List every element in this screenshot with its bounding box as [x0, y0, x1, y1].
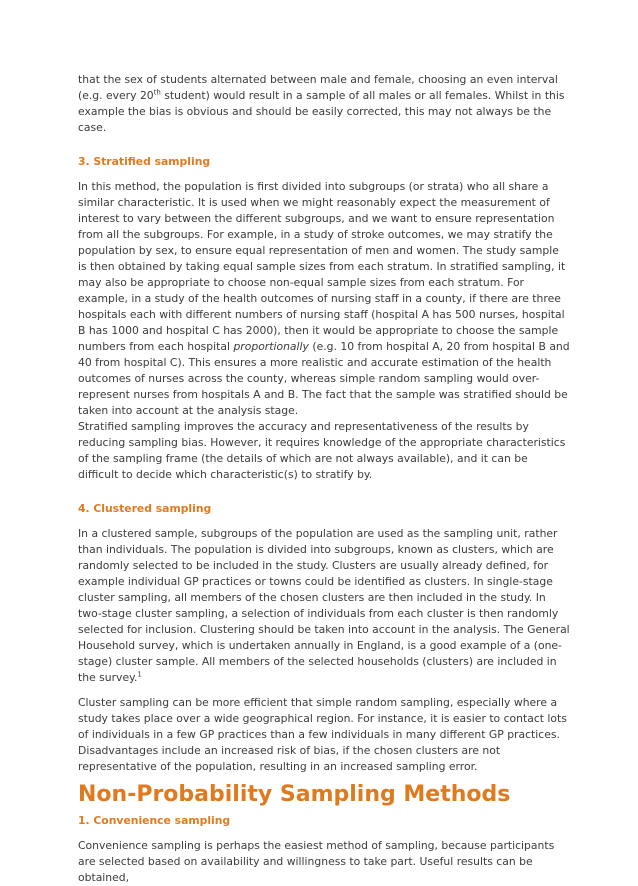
document-page: [78, 72, 570, 886]
clustered-sampling-heading: 4. Clustered sampling: [78, 502, 212, 515]
clustered-paragraph-1: [78, 526, 570, 686]
clustered-p1-text: In a clustered sample, subgroups of the population are used as the sampling unit, rather than individuals. The population is divided into subgroups, known as clusters, which are randomly selected to be included in the study. Clusters are usually already defined, for example individual GP practices or towns could be identified as clusters. In single-stage cluster sampling, all members of the chosen clusters are then included in the study. In two-stage cluster sampling, a selection of individuals from each cluster is then randomly selected for inclusion. Clustering should be taken into account in the analysis. The General Household survey, which is undertaken annually in England, is a good example of a (one-stage) cluster sample. All members of the selected households (clusters) are included in the survey.: [78, 527, 570, 684]
footnote-reference: 1: [137, 670, 142, 679]
intro-text-1: that the sex of students alternated between male and female, choosing an even interval (e.g. every 20: [78, 73, 558, 102]
intro-text-2: student) would result in a sample of all males or all females. Whilst in this example the bias is obvious and should be easily corrected, this may not always be the case.: [78, 89, 565, 134]
intro-paragraph: [78, 72, 570, 136]
stratified-paragraph-2: Stratified sampling improves the accuracy and representativeness of the results by reducing sampling bias. However, it requires knowledge of the appropriate characteristics of the sampling frame (the details of which are not always available), and it can be difficult to decide which characteristic(s) to stratify by.: [78, 420, 566, 481]
intro-superscript: th: [153, 88, 161, 97]
convenience-sampling-heading: 1. Convenience sampling: [78, 814, 231, 827]
stratified-paragraph-1: [78, 179, 570, 419]
stratified-p1-emphasis: proportionally: [233, 340, 309, 353]
clustered-paragraph-2: Cluster sampling can be more efficient that simple random sampling, especially where a study takes place over a wide geographical region. For instance, it is easier to contact lots of individuals in a few GP practices than a few individuals in many different GP practices. Disadvantages include an increased risk of bias, if the chosen clusters are not representative of the population, resulting in an increased sampling error.: [78, 696, 567, 773]
stratified-p1-text-b: (e.g. 10 from hospital A, 20 from hospital B and 40 from hospital C). This ensures a more realistic and accurate estimation of the health outcomes of nurses across the county, whereas simple random sampling would over-represent nurses from hospitals A and B. The fact that the sample was stratified should be taken into account at the analysis stage.: [78, 340, 570, 417]
convenience-paragraph: Convenience sampling is perhaps the easiest method of sampling, because participants are selected based on availability and willingness to take part. Useful results can be obtained,: [78, 839, 555, 884]
non-probability-section-title: Non-Probability Sampling Methods: [78, 782, 511, 807]
stratified-p1-text-a: In this method, the population is first divided into subgroups (or strata) who all share a similar characteristic. It is used when we might reasonably expect the measurement of interest to vary between the different subgroups, and we want to ensure representation from all the subgroups. For example, in a study of stroke outcomes, we may stratify the population by sex, to ensure equal representation of men and women. The study sample is then obtained by taking equal sample sizes from each stratum. In stratified sampling, it may also be appropriate to choose non-equal sample sizes from each stratum. For example, in a study of the health outcomes of nursing staff in a county, if there are three hospitals each with different numbers of nursing staff (hospital A has 500 nurses, hospital B has 1000 and hospital C has 2000), then it would be appropriate to choose the sample numbers from each hospital: [78, 180, 566, 353]
stratified-sampling-heading: 3. Stratified sampling: [78, 155, 211, 168]
